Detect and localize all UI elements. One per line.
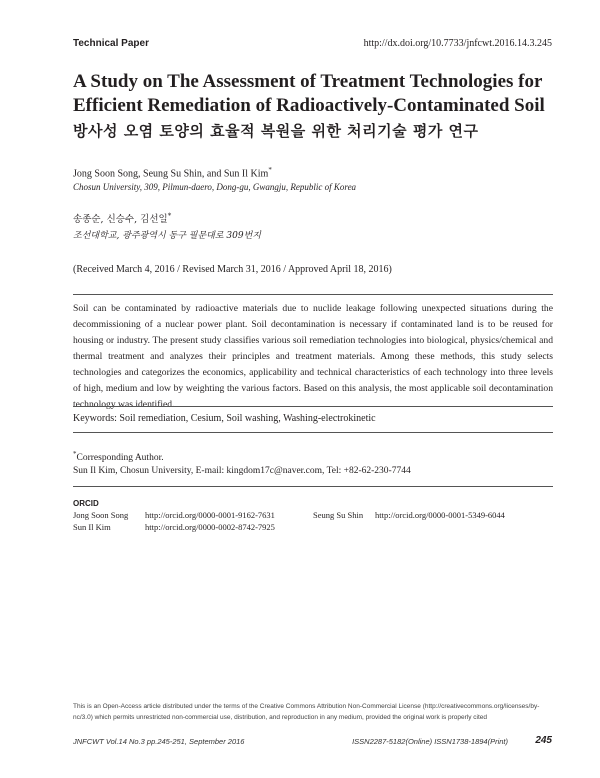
orcid-link[interactable]: http://orcid.org/0000-0001-5349-6044 (375, 510, 505, 520)
orcid-link[interactable]: http://orcid.org/0000-0002-8742-7925 (145, 522, 275, 532)
journal-citation: JNFCWT Vol.14 No.3 pp.245-251, September 2016 (73, 737, 245, 746)
orcid-top-rule (73, 486, 553, 487)
orcid-author-name: Seung Su Shin (313, 510, 364, 520)
korean-title: 방사성 오염 토양의 효율적 복원을 위한 처리기술 평가 연구 (73, 122, 479, 140)
corresponding-marker: * (268, 166, 272, 174)
section-label: Technical Paper (73, 38, 149, 49)
orcid-author-name: Jong Soon Song (73, 510, 129, 520)
received-dates: (Received March 4, 2016 / Revised March 31, 2016 / Approved April 18, 2016) (73, 264, 392, 275)
license-notice: This is an Open-Access article distributed under the terms of the Creative Commons Attribution Non-Commercial License (http://creativecommons.org/licenses/by-nc/3.0) which permits unrestricted non-commercial use, distribution, and reproduction in any medium, provided the original work is properly cited (73, 703, 540, 721)
abstract: Soil can be contaminated by radioactive materials due to nuclide leakage following unexpected situations during the decommissioning of a nuclear power plant. Soil decontamination is necessary if contaminated land is to be reused for housing or industry. The present study classifies various soil remediation technologies into biological, physics/chemical and thermal treatment and analyzes their principles and treatment materials. Among these methods, this study selects technologies and categorizes the economics, applicability and technical characteristics of each technology into three levels of high, medium and low by weighting the various factors. Based on this analysis, the most applicable soil decontamination technology was identified. (73, 303, 553, 410)
english-title-line-2: Efficient Remediation of Radioactively-Contaminated Soil (73, 95, 545, 116)
english-title-line-1: A Study on The Assessment of Treatment Technologies for (73, 71, 543, 92)
issn: ISSN2287-5182(Online) ISSN1738-1894(Print) (352, 737, 508, 746)
corresponding-details: Sun Il Kim, Chosun University, E-mail: kingdom17c@naver.com, Tel: +82-62-230-7744 (73, 466, 411, 477)
author-affiliation-korean: 조선대학교, 광주광역시 동구 필문대로 309번지 (73, 231, 261, 241)
author-affiliation: Chosun University, 309, Pilmun-daero, Dong-gu, Gwangju, Republic of Korea (73, 182, 357, 192)
author-list-korean (73, 211, 171, 225)
orcid-heading: ORCID (73, 499, 99, 508)
author-list (73, 166, 272, 179)
abstract-top-rule (73, 294, 553, 295)
author-names: Jong Soon Song, Seung Su Shin, and Sun Il Kim (73, 168, 269, 180)
corresponding-author-note (73, 448, 411, 478)
corresponding-marker-korean: * (167, 211, 172, 220)
english-title (73, 70, 553, 118)
orcid-author-name: Sun Il Kim (73, 522, 111, 532)
keywords: Keywords: Soil remediation, Cesium, Soil washing, Washing-electrokinetic (73, 413, 376, 424)
corresponding-label: Corresponding Author. (76, 453, 164, 464)
orcid-link[interactable]: http://orcid.org/0000-0001-9162-7631 (145, 510, 275, 520)
abstract-bottom-rule (73, 406, 553, 407)
page-number: 245 (535, 735, 552, 746)
corresponding-note-marker: * (73, 450, 77, 458)
doi-link[interactable]: http://dx.doi.org/10.7733/jnfcwt.2016.14.3.245 (363, 38, 552, 49)
author-names-korean: 송종순, 신승수, 김선일 (73, 214, 168, 225)
keywords-bottom-rule (73, 432, 553, 433)
